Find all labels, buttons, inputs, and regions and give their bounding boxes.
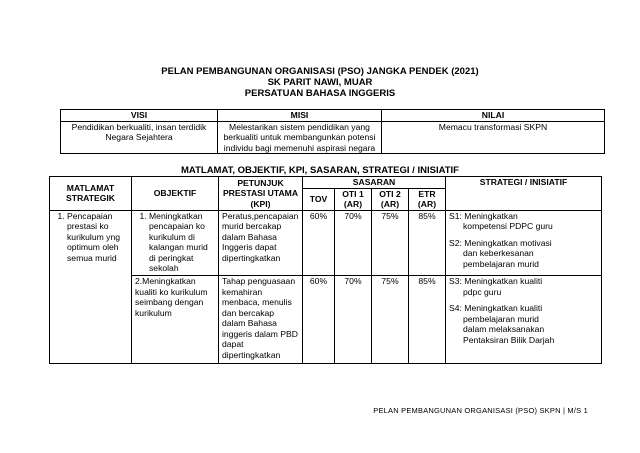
col-oti2: OTI 2 (AR): [372, 188, 409, 210]
page-footer: PELAN PEMBANGUNAN ORGANISASI (PSO) SKPN | M/S 1: [373, 406, 588, 415]
strategi-s3-line2: pdpc guru: [463, 286, 502, 297]
misi-text: Melestarikan sistem pendidikan yang berkualiti untuk membangunkan potensi individu bagi memenuhi aspirasi negara: [218, 121, 382, 154]
school-name: SK PARIT NAWI, MUAR: [267, 77, 373, 88]
objektif-text: 1. Meningkatkan pencapaian ko kurikulum di kalangan murid di peringkat sekolah: [149, 211, 215, 274]
strategi-s2: S2: Meningkatkan motivasi: [449, 237, 552, 248]
tov-value-2: 60%: [303, 276, 335, 364]
strategi-s1: S1: Meningkatkan: [449, 210, 518, 221]
tov-value: 60%: [303, 210, 335, 276]
oti1-value-2: 70%: [335, 276, 372, 364]
col-sasaran: SASARAN: [303, 177, 446, 189]
visi-header: VISI: [61, 110, 218, 122]
kpi-text: Peratus,pencapaian murid bercakap dalam Bahasa Inggeris dapat dipertingkatkan: [219, 210, 303, 276]
oti1-value: 70%: [335, 210, 372, 276]
visi-text: Pendidikan berkualiti, insan terdidik Negara Sejahtera: [61, 121, 218, 154]
etr-value: 85%: [409, 210, 446, 276]
section-title: MATLAMAT, OBJEKTIF, KPI, SASARAN, STRATEGI / INISIATIF: [181, 165, 459, 176]
strategi-s4: S4: Meningkatkan kualiti: [449, 303, 543, 313]
col-oti1: OTI 1 (AR): [335, 188, 372, 210]
unit-name: PERSATUAN BAHASA INGGERIS: [244, 88, 396, 99]
table-row: [50, 276, 602, 364]
oti2-value: 75%: [372, 210, 409, 276]
nilai-text: Memacu transformasi SKPN: [382, 121, 605, 154]
strategi-s1-line2: kompetensi PDPC guru: [463, 221, 553, 231]
oti2-value-2: 75%: [372, 276, 409, 364]
plan-table: [49, 176, 602, 364]
objektif-text-2: 2.Meningkatkan kualiti ko kurikulum seimbang dengan kurikulum: [132, 276, 219, 364]
strategi-s3: S3: Meningkatkan kualiti: [449, 276, 543, 286]
col-strategi: STRATEGI / INISIATIF: [446, 177, 602, 211]
col-kpi: PETUNJUK PRESTASI UTAMA (KPI): [219, 177, 303, 211]
strategi-s2-line3: pembelajaran murid: [463, 258, 539, 269]
col-tov: TOV: [303, 188, 335, 210]
strategi-s4-line2: pembelajaran murid: [463, 313, 539, 324]
strategi-s4-line3: dalam melaksanakan: [463, 324, 545, 334]
etr-value-2: 85%: [409, 276, 446, 364]
table-row: [50, 210, 602, 276]
strategi-cell-2: [446, 276, 602, 364]
col-etr: ETR (AR): [409, 188, 446, 210]
kpi-text-2: Tahap penguasaan kemahiran menbaca, menulis dan bercakap dalam Bahasa inggeris dalam PBD dapat dipertingkatkan: [219, 276, 303, 364]
col-objektif: OBJEKTIF: [132, 177, 219, 211]
misi-header: MISI: [218, 110, 382, 122]
strategi-s2-line2: dan keberkesanan: [463, 248, 534, 258]
objektif-cell: [132, 210, 219, 276]
vmn-table: [60, 109, 605, 154]
document-title: PELAN PEMBANGUNAN ORGANISASI (PSO) JANGKA PENDEK (2021): [161, 66, 479, 77]
strategi-s4-line4: Pentaksiran Bilik Darjah: [463, 334, 555, 345]
matlamat-text: 1. Pencapaian prestasi ko kurikulum yng optimum oleh semua murid: [67, 211, 128, 264]
matlamat-cell: [50, 210, 132, 364]
nilai-header: NILAI: [382, 110, 605, 122]
strategi-cell: [446, 210, 602, 276]
col-matlamat: MATLAMAT STRATEGIK: [50, 177, 132, 211]
